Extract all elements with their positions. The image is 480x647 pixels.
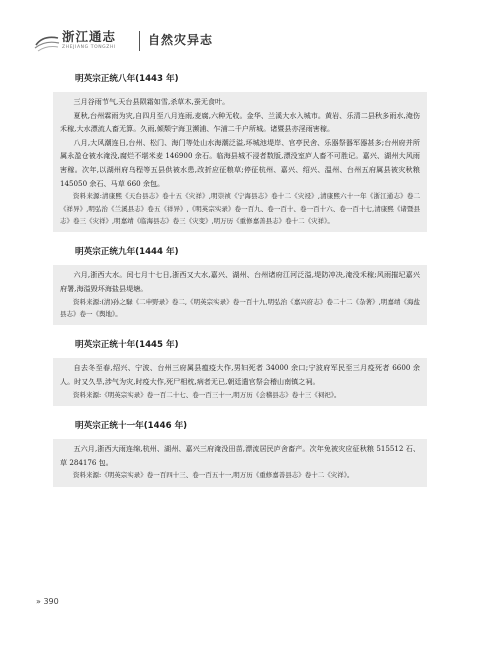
logo-icon xyxy=(34,27,60,53)
page-header xyxy=(34,23,446,63)
header-divider xyxy=(139,31,140,51)
entry-paragraph: 六月,浙西大水。闰七月十七日,浙西又大水,嘉兴、湖州、台州诸府江河泛溢,堤防冲决,淹没禾稼;风雨摧圮嘉兴府署,海溢毁坏海盐县堤塘。 xyxy=(60,270,420,293)
entry-body xyxy=(53,358,427,406)
page-number: » 390 xyxy=(36,597,59,606)
entry-1446 xyxy=(53,419,427,487)
entry-source: 资料来源:(清)孙之騄《二申野录》卷二,《明英宗实录》卷一百十九,明弘治《嘉兴府志》卷二十二《杂著》,明嘉靖《海盐县志》卷一《舆地》。 xyxy=(60,297,420,318)
entry-paragraph: 三月谷雨节气,天台县陨霜如雪,杀草木,蚕无食叶。 xyxy=(73,97,230,106)
logo-title: 浙江通志 xyxy=(62,29,117,44)
main-content xyxy=(53,72,427,487)
entry-paragraph: 自去冬至春,绍兴、宁波、台州三府属县瘟疫大作,男妇死者 34000 余口;宁波府军民至三月疫死者 6600 余人。时又久旱,涉气为灾,时疫大作,死尸相枕,病者无已,朝廷遣官祭会稽山南镇之祠。 xyxy=(60,363,420,386)
entry-heading: 明英宗正统十年(1445 年) xyxy=(75,340,179,351)
entry-1445 xyxy=(53,338,427,406)
entry-paragraph: 八月,大风潮连日,台州、松门、海门等处山水海潮泛溢,坏城池堤岸、官亭民舍、乐器祭器军器甚多;台州府并所属永盈仓被水淹没,腐烂不堪米麦 146900 余石。临海县城不浸者数版,漂没室庐人畜不可胜记。嘉兴、湖州大风雨害稼。次年,以湖州府乌程等五县供被水患,改折应征粮草;停征杭州、嘉兴、绍兴、温州、台州五府属县被灾秋粮 145050 余石、马草 660 余包。 xyxy=(60,137,420,188)
entry-paragraph: 五六月,浙西大雨连绵,杭州、湖州、嘉兴三府淹没田苗,漂流居民庐舍畜产。次年免被灾应征秋粮 515512 石、草 284176 包。 xyxy=(60,443,420,467)
section-title: 自然灾异志 xyxy=(148,33,214,47)
entry-heading: 明英宗正统八年(1443 年) xyxy=(75,74,179,84)
entry-source: 资料来源:《明英宗实录》卷一百二十七、卷一百三十一,明万历《会稽县志》卷十三《祠祀》。 xyxy=(73,390,341,399)
entry-body xyxy=(53,265,427,325)
entry-heading: 明英宗正统九年(1444 年) xyxy=(75,247,179,258)
entry-paragraph: 夏秋,台州霖雨为灾,自四月至八月连雨,麦腐,六种无收。金华、兰溪大水入城市。黄岩、乐清二县秋多雨水,淹伤禾稼,大水漂流人畜无算。久雨,倾颓宁海卫濒浦、乍浦二千户所城。诸暨县亦淫雨害稼。 xyxy=(60,110,420,134)
logo-subtitle: ZHEJIANG TONGZHI xyxy=(62,45,116,50)
entry-body xyxy=(53,439,427,487)
entry-heading: 明英宗正统十一年(1446 年) xyxy=(75,420,188,431)
entry-source: 资料来源:清康熙《天台县志》卷十五《灾祥》,明崇祯《宁海县志》卷十二《灾祲》,清康熙六十一年《浙江通志》卷二《祥异》,明弘治《兰溪县志》卷五《祥异》,《明英宗实录》卷一百九、卷一百十、卷一百十六、卷一百十七,清康熙《诸暨县志》卷三《灾祥》,明嘉靖《临海县志》卷三《灾变》,明万历《重修嘉善县志》卷十二《灾祥》。 xyxy=(60,192,420,225)
entry-1443 xyxy=(53,72,427,232)
entry-source: 资料来源:《明英宗实录》卷一百四十三、卷一百五十一,明万历《重修嘉善县志》卷十二《灾祥》。 xyxy=(73,471,354,480)
page-number-value: 390 xyxy=(43,597,59,606)
entry-body xyxy=(53,92,427,232)
entry-1444 xyxy=(53,245,427,325)
